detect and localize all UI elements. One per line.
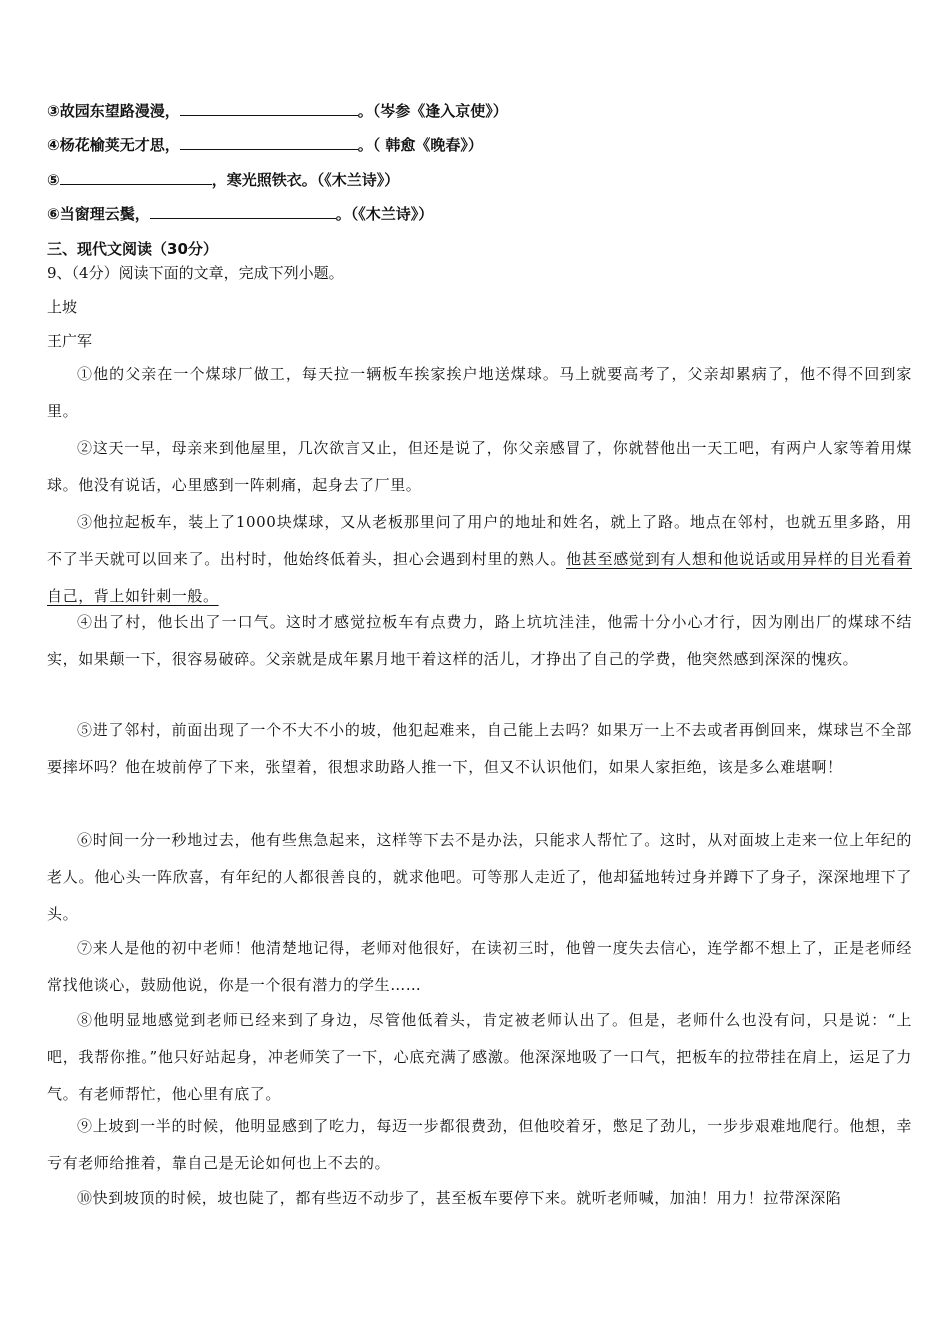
underlined-sentence: 他甚至感觉到有人想和他说话或用异样的目光看着自己，背上如针刺一般。 <box>47 550 912 605</box>
paragraph-3-text: ③他拉起板车，装上了1000块煤球，又从老板那里问了用户的地址和姓名，就上了路。地点在邻村，也就五里多路，用不了半天就可以回来了。出村时，他始终低着头，担心会遇到村里的熟人。 <box>47 513 912 568</box>
poem-suffix: 。（岑参《逢入京使》） <box>357 102 508 120</box>
poem-line-5 <box>47 170 399 190</box>
poem-suffix: 。（《木兰诗》） <box>335 205 434 223</box>
poem-suffix: 。（ 韩愈《晚春》） <box>357 136 483 154</box>
answer-blank[interactable] <box>180 101 358 116</box>
section-heading: 三、现代文阅读（30分） <box>47 240 218 258</box>
question-prompt: 9、（4分）阅读下面的文章，完成下列小题。 <box>47 264 344 282</box>
poem-prefix: ⑤ <box>47 171 60 189</box>
paragraph-10: ⑩快到坡顶的时候，坡也陡了，都有些迈不动步了，甚至板车要停下来。就听老师喊，加油！用力！拉带深深陷 <box>77 1189 842 1207</box>
paragraph-4: ④出了村，他长出了一口气。这时才感觉拉板车有点费力，路上坑坑洼洼，他需十分小心才行，因为刚出厂的煤球不结实，如果颠一下，很容易破碎。父亲就是成年累月地干着这样的活儿，才挣出了自己的学费，他突然感到深深的愧疚。 <box>47 613 912 668</box>
answer-blank[interactable] <box>60 170 212 185</box>
paragraph-6: ⑥时间一分一秒地过去，他有些焦急起来，这样等下去不是办法，只能求人帮忙了。这时，从对面坡上走来一位上年纪的老人。他心头一阵欣喜，有年纪的人都很善良的，就求他吧。可等那人走近了，他却猛地转过身并蹲下了身子，深深地埋下了头。 <box>47 831 912 923</box>
answer-blank[interactable] <box>180 135 358 150</box>
answer-blank[interactable] <box>150 204 336 219</box>
poem-prefix: ③故园东望路漫漫， <box>47 102 180 120</box>
article-author: 王广军 <box>47 332 93 350</box>
article-title: 上坡 <box>47 298 78 316</box>
paragraph-5: ⑤进了邻村，前面出现了一个不大不小的坡，他犯起难来，自己能上去吗？如果万一上不去或者再倒回来，煤球岂不全部要摔坏吗？他在坡前停了下来，张望着，很想求助路人推一下，但又不认识他们，如果人家拒绝，该是多么难堪啊！ <box>47 721 912 776</box>
paragraph-8: ⑧他明显地感觉到老师已经来到了身边，尽管他低着头，肯定被老师认出了。但是，老师什么也没有问，只是说：“上吧，我帮你推。”他只好站起身，冲老师笑了一下，心底充满了感激。他深深地吸了一口气，把板车的拉带挂在肩上，运足了力气。有老师帮忙，他心里有底了。 <box>47 1011 912 1103</box>
poem-suffix: ，寒光照铁衣。（《木兰诗》） <box>211 171 400 189</box>
paragraph-7: ⑦来人是他的初中老师！他清楚地记得，老师对他很好，在读初三时，他曾一度失去信心，连学都不想上了，正是老师经常找他谈心，鼓励他说，你是一个很有潜力的学生…… <box>47 939 912 994</box>
paragraph-1: ①他的父亲在一个煤球厂做工，每天拉一辆板车挨家挨户地送煤球。马上就要高考了，父亲却累病了，他不得不回到家里。 <box>47 365 912 420</box>
paragraph-2: ②这天一早，母亲来到他屋里，几次欲言又止，但还是说了，你父亲感冒了，你就替他出一天工吧，有两户人家等着用煤球。他没有说话，心里感到一阵刺痛，起身去了厂里。 <box>47 439 912 494</box>
paragraph-3 <box>47 504 912 615</box>
poem-prefix: ⑥当窗理云鬓， <box>47 205 150 223</box>
poem-line-4 <box>47 135 483 155</box>
poem-prefix: ④杨花榆荚无才思， <box>47 136 180 154</box>
paragraph-9: ⑨上坡到一半的时候，他明显感到了吃力，每迈一步都很费劲，但他咬着牙，憋足了劲儿，一步步艰难地爬行。他想，幸亏有老师给推着，靠自己是无论如何也上不去的。 <box>47 1117 912 1172</box>
poem-line-6 <box>47 204 433 224</box>
poem-line-3 <box>47 101 508 121</box>
